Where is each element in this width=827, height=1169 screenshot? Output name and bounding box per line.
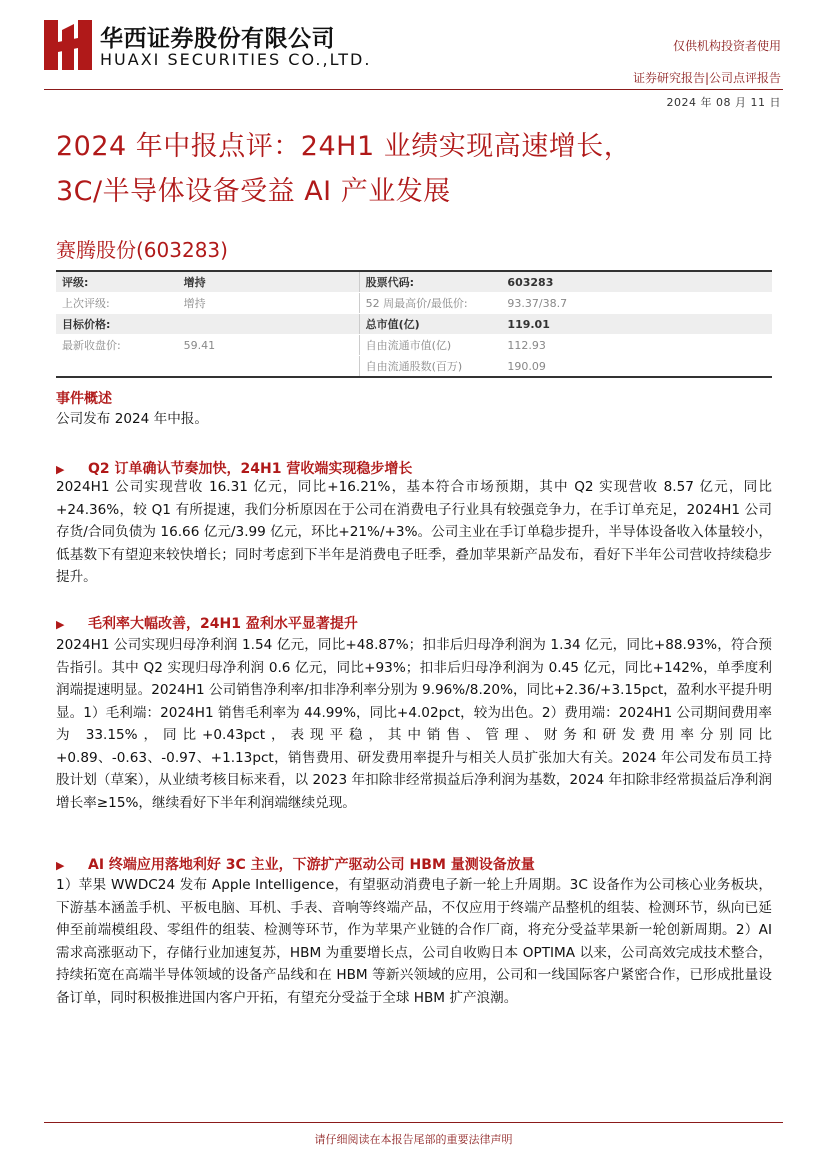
report-type: 证券研究报告|公司点评报告 [632, 71, 781, 85]
section-text-revenue: 2024H1 公司实现营收 16.31 亿元，同比+16.21%，基本符合市场预期，其中 Q2 实现营收 8.57 亿元，同比+24.36%，较 Q1 有所提速，我们分析原因在于公司在消费电子行业具有较强竞争力，在手订单充足，2024H1 公司存货/合同负债为 16.66 亿元/3.99 亿元，环比+21%/+3%。公司主业在手订单稳步提升，半导体设备收入体量较小，低基数下有望迎来较快增长；同时考虑到下半年是消费电子旺季，叠加苹果新产品发布，看好下半年公司营收持续稳步提升。 [56, 479, 772, 585]
table-cell-value: 59.41 [178, 335, 360, 356]
logo-text-cn: 华西证券股份有限公司 [100, 26, 335, 52]
section-heading-text: AI 终端应用落地利好 3C 主业，下游扩产驱动公司 HBM 量测设备放量 [88, 857, 535, 873]
table-cell-key: 目标价格: [56, 314, 178, 335]
table-row [56, 335, 772, 356]
event-heading: 事件概述 [56, 391, 112, 407]
table-cell-key: 评级: [56, 271, 178, 293]
title-line-2: 3C/半导体设备受益 AI 产业发展 [56, 176, 451, 207]
event-text: 公司发布 2024 年中报。 [56, 411, 208, 427]
section-text-margin: 2024H1 公司实现归母净利润 1.54 亿元，同比+48.87%；扣非后归母净利润为 1.34 亿元，同比+88.93%，符合预告指引。其中 Q2 实现归母净利润 0.6 亿元，同比+93%；扣非后归母净利润为 0.45 亿元，同比+142%，单季度利润端提速明显。2024H1 公司销售净利率/扣非净利率分别为 9.96%/8.20%，同比+2.36/+3.15pct，盈利水平提升明显。1）毛利端：2024H1 销售毛利率为 44.99%，同比+4.02pct，较为出色。2）费用端：2024H1 公司期间费用率为 33.15%，同比+0.43pct，表现平稳，其中销售、管理、财务和研发费用率分别同比+0.89、-0.63、-0.97、+1.13pct，销售费用、研发费用率提升与相关人员扩张加大有关。2024 年公司发布员工持股计划（草案），从业绩考核目标来看，以 2023 年扣除非经常损益后净利润为基数，2024 年扣除非经常损益后净利润增长率≥15%，继续看好下半年利润端继续兑现。 [56, 637, 772, 811]
table-cell-value: 112.93 [501, 335, 772, 356]
company-logo [44, 20, 414, 74]
table-cell-value: 增持 [178, 271, 360, 293]
title-line-1: 2024 年中报点评：24H1 业绩实现高速增长， [56, 131, 632, 162]
table-cell-value: 93.37/38.7 [501, 293, 772, 314]
legal-notice: 请仔细阅读在本报告尾部的重要法律声明 [314, 1133, 513, 1146]
table-cell-key: 52 周最高价/最低价: [359, 293, 501, 314]
section-heading-ai [56, 854, 535, 874]
triangle-bullet-icon: ▶ [56, 859, 65, 872]
huaxi-logo-icon [44, 20, 92, 70]
header-divider [44, 89, 783, 90]
triangle-bullet-icon: ▶ [56, 618, 65, 631]
audience-note: 仅供机构投资者使用 [672, 39, 781, 53]
section-heading-revenue [56, 458, 412, 478]
table-cell-key: 自由流通股数(百万) [359, 356, 501, 378]
table-row [56, 356, 772, 378]
table-cell-value [178, 314, 360, 335]
table-cell-value: 190.09 [501, 356, 772, 378]
report-date: 2024 年 08 月 11 日 [666, 96, 781, 109]
table-cell-key: 自由流通市值(亿) [359, 335, 501, 356]
table-cell-value: 119.01 [501, 314, 772, 335]
section-heading-margin [56, 613, 358, 633]
table-row [56, 271, 772, 293]
company-name: 赛腾股份(603283) [56, 238, 228, 262]
table-cell-value [178, 356, 360, 378]
table-cell-value: 增持 [178, 293, 360, 314]
triangle-bullet-icon: ▶ [56, 463, 65, 476]
table-cell-value: 603283 [501, 271, 772, 293]
table-row [56, 314, 772, 335]
table-cell-key: 最新收盘价: [56, 335, 178, 356]
table-cell-key: 总市值(亿) [359, 314, 501, 335]
section-heading-text: 毛利率大幅改善，24H1 盈利水平显著提升 [88, 616, 358, 632]
section-heading-text: Q2 订单确认节奏加快，24H1 营收端实现稳步增长 [88, 461, 413, 477]
table-cell-key: 上次评级: [56, 293, 178, 314]
table-cell-key: 股票代码: [359, 271, 501, 293]
table-row [56, 293, 772, 314]
section-text-ai: 1）苹果 WWDC24 发布 Apple Intelligence，有望驱动消费电子新一轮上升周期。3C 设备作为公司核心业务板块，下游基本涵盖手机、平板电脑、耳机、手表、音响等终端产品，不仅应用于终端产品整机的组装、检测环节，纵向已延伸至前端模组段、零组件的组装、检测等环节，作为苹果产业链的合作厂商，将充分受益苹果新一轮创新周期。2）AI 需求高涨驱动下，存储行业加速复苏，HBM 为重要增长点，公司自收购日本 OPTIMA 以来，公司高效完成技术整合，持续拓宽在高端半导体领域的设备产品线和在 HBM 等新兴领域的应用，公司和一线国际客户紧密合作，已形成批量设备订单，同时积极推进国内客户开拓，有望充分受益于全球 HBM 扩产浪潮。 [56, 877, 772, 1006]
logo-text-en: HUAXI SECURITIES CO.,LTD. [100, 50, 372, 69]
header-meta [633, 30, 781, 94]
table-cell-key [56, 356, 178, 378]
footer-divider [44, 1122, 783, 1123]
rating-table [56, 270, 772, 378]
report-title [56, 124, 786, 214]
